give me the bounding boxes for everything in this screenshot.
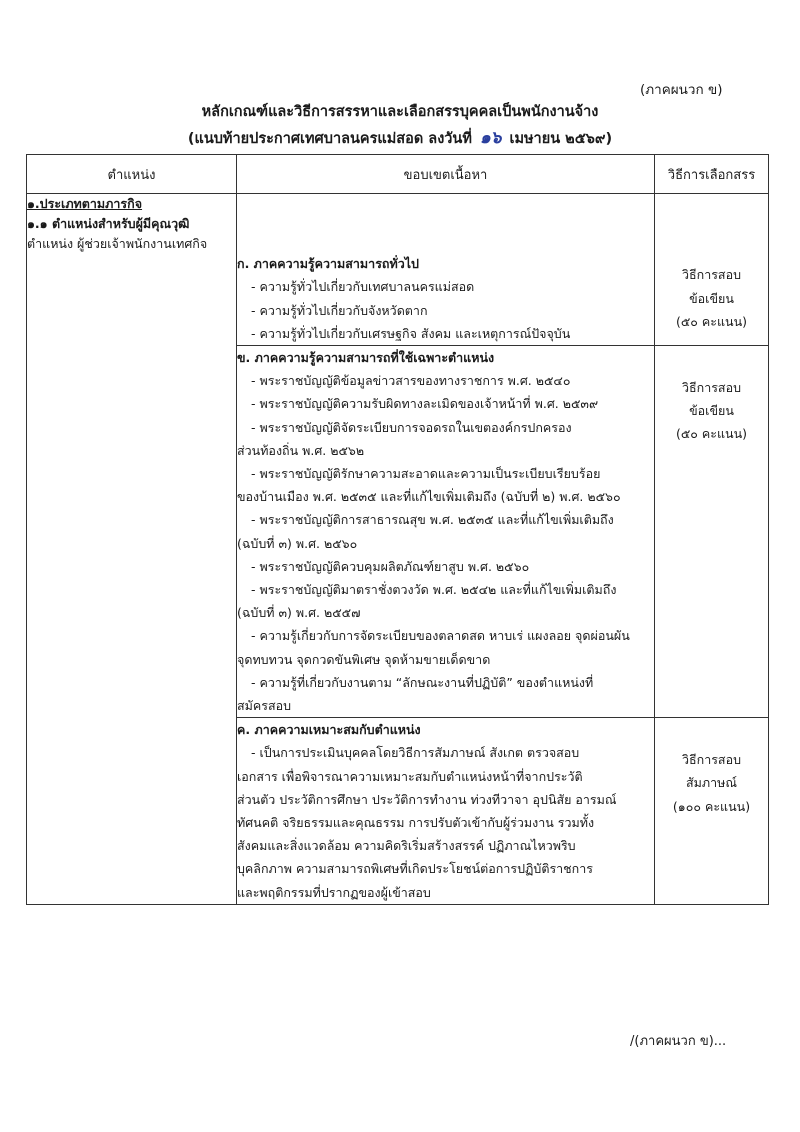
method-line: (๑๐๐ คะแนน) [672,798,751,814]
section-b-line: - พระราชบัญญัติจัดระเบียบการจอดรถในเขตองค์กรปกครอง [251,419,572,435]
position-category: ๑.ประเภทตามภารกิจ [27,196,143,211]
subtitle-before: (แนบท้ายประกาศเทศบาลนครแม่สอด ลงวันที่ [187,131,472,147]
section-a-cell [237,194,655,346]
handwritten-day: ๑๖ [479,128,502,148]
section-b-line: - พระราชบัญญัติความรับผิดทางละเมิดของเจ้าหน้าที่ พ.ศ. ๒๕๓๙ [251,396,599,412]
section-b-line: - ความรู้ที่เกี่ยวกับงานตาม “ลักษณะงานที่ปฏิบัติ” ของตำแหน่งที่ [251,674,594,690]
section-a-method [655,194,769,346]
section-c-line: สังคมและสิ่งแวดล้อม ความคิดริเริ่มสร้างสรรค์ ปฏิภาณไหวพริบ [237,838,576,854]
section-a-line: - ความรู้ทั่วไปเกี่ยวกับจังหวัดตาก [251,302,428,318]
header-position: ตำแหน่ง [27,155,237,194]
section-c-line: ส่วนตัว ประวัติการศึกษา ประวัติการทำงาน ท่วงทีวาจา อุปนิสัย อารมณ์ [237,791,617,807]
method-line: (๕๐ คะแนน) [675,313,748,329]
section-c-line: บุคลิกภาพ ความสามารถพิเศษที่เกิดประโยชน์ต่อการปฏิบัติราชการ [237,861,593,877]
method-line: ข้อเขียน [689,290,734,306]
section-b-line: ส่วนท้องถิ่น พ.ศ. ๒๕๖๒ [237,442,365,458]
section-b-line: สมัครสอบ [237,698,292,714]
section-b-line: - ความรู้เกี่ยวกับการจัดระเบียบของตลาดสด หาบเร่ แผงลอย จุดผ่อนผัน [251,628,630,644]
section-b-line: (ฉบับที่ ๓) พ.ศ. ๒๕๕๗ [237,605,361,621]
section-a-heading: ก. ภาคความรู้ความสามารถทั่วไป [237,256,419,272]
header-method: วิธีการเลือกสรร [655,155,769,194]
criteria-table [26,154,769,905]
section-b-line: - พระราชบัญญัติมาตราชั่งตวงวัด พ.ศ. ๒๕๔๒ และที่แก้ไขเพิ่มเติมถึง [251,582,617,598]
section-b-cell [237,346,655,718]
section-b-line: - พระราชบัญญัติรักษาความสะอาดและความเป็นระเบียบเรียบร้อย [251,466,601,482]
method-line: วิธีการสอบ [681,380,742,395]
section-a-line: - ความรู้ทั่วไปเกี่ยวกับเทศบาลนครแม่สอด [251,279,475,295]
annex-label: (ภาคผนวก ข) [640,82,723,98]
section-b-line: - พระราชบัญญัติควบคุมผลิตภัณฑ์ยาสูบ พ.ศ. ๒๕๖๐ [251,558,530,574]
subtitle-after: เมษายน ๒๕๖๙) [509,131,613,147]
method-line: ข้อเขียน [689,403,734,419]
section-b-line: - พระราชบัญญัติข้อมูลข่าวสารของทางราชการ พ.ศ. ๒๕๔๐ [251,373,571,389]
position-title: ตำแหน่ง ผู้ช่วยเจ้าพนักงานเทศกิจ [27,236,208,251]
table-header-row [27,155,769,194]
section-c-cell [237,718,655,905]
document-subtitle [0,124,800,151]
section-b-line: จุดทบทวน จุดกวดขันพิเศษ จุดห้ามขายเด็ดขาด [237,651,491,667]
section-b-line: (ฉบับที่ ๓) พ.ศ. ๒๕๖๐ [237,535,358,551]
section-c-line: - เป็นการประเมินบุคคลโดยวิธีการสัมภาษณ์ สังเกต ตรวจสอบ [251,745,580,761]
method-line: (๕๐ คะแนน) [675,426,748,442]
section-c-heading: ค. ภาคความเหมาะสมกับตำแหน่ง [237,722,421,738]
section-b-method [655,346,769,718]
position-subcategory: ๑.๑ ตำแหน่งสำหรับผู้มีคุณวุฒิ [27,216,190,231]
section-c-line: และพฤติกรรมที่ปรากฏของผู้เข้าสอบ [237,884,431,900]
section-c-method [655,718,769,905]
method-line: วิธีการสอบ [681,267,742,283]
section-a-line: - ความรู้ทั่วไปเกี่ยวกับเศรษฐกิจ สังคม และเหตุการณ์ปัจจุบัน [251,325,571,341]
method-line: วิธีการสอบ [681,752,742,768]
document-title: หลักเกณฑ์และวิธีการสรรหาและเลือกสรรบุคคลเป็นพนักงานจ้าง [201,104,599,120]
method-line: สัมภาษณ์ [686,775,737,791]
section-b-line: - พระราชบัญญัติการสาธารณสุข พ.ศ. ๒๕๓๕ และที่แก้ไขเพิ่มเติมถึง [251,512,614,528]
table-row [27,194,769,346]
header-scope: ขอบเขตเนื้อหา [237,155,655,194]
position-cell [27,194,237,905]
continuation-footer: /(ภาคผนวก ข)... [630,1034,727,1049]
section-b-line: ของบ้านเมือง พ.ศ. ๒๕๓๕ และที่แก้ไขเพิ่มเติมถึง (ฉบับที่ ๒) พ.ศ. ๒๕๖๐ [237,489,621,505]
section-c-line: ทัศนคติ จริยธรรมและคุณธรรม การปรับตัวเข้ากับผู้ร่วมงาน รวมทั้ง [237,815,595,831]
section-b-heading: ข. ภาคความรู้ความสามารถที่ใช้เฉพาะตำแหน่ง [237,350,495,365]
section-c-line: เอกสาร เพื่อพิจารณาความเหมาะสมกับตำแหน่งหน้าที่จากประวัติ [237,768,583,784]
